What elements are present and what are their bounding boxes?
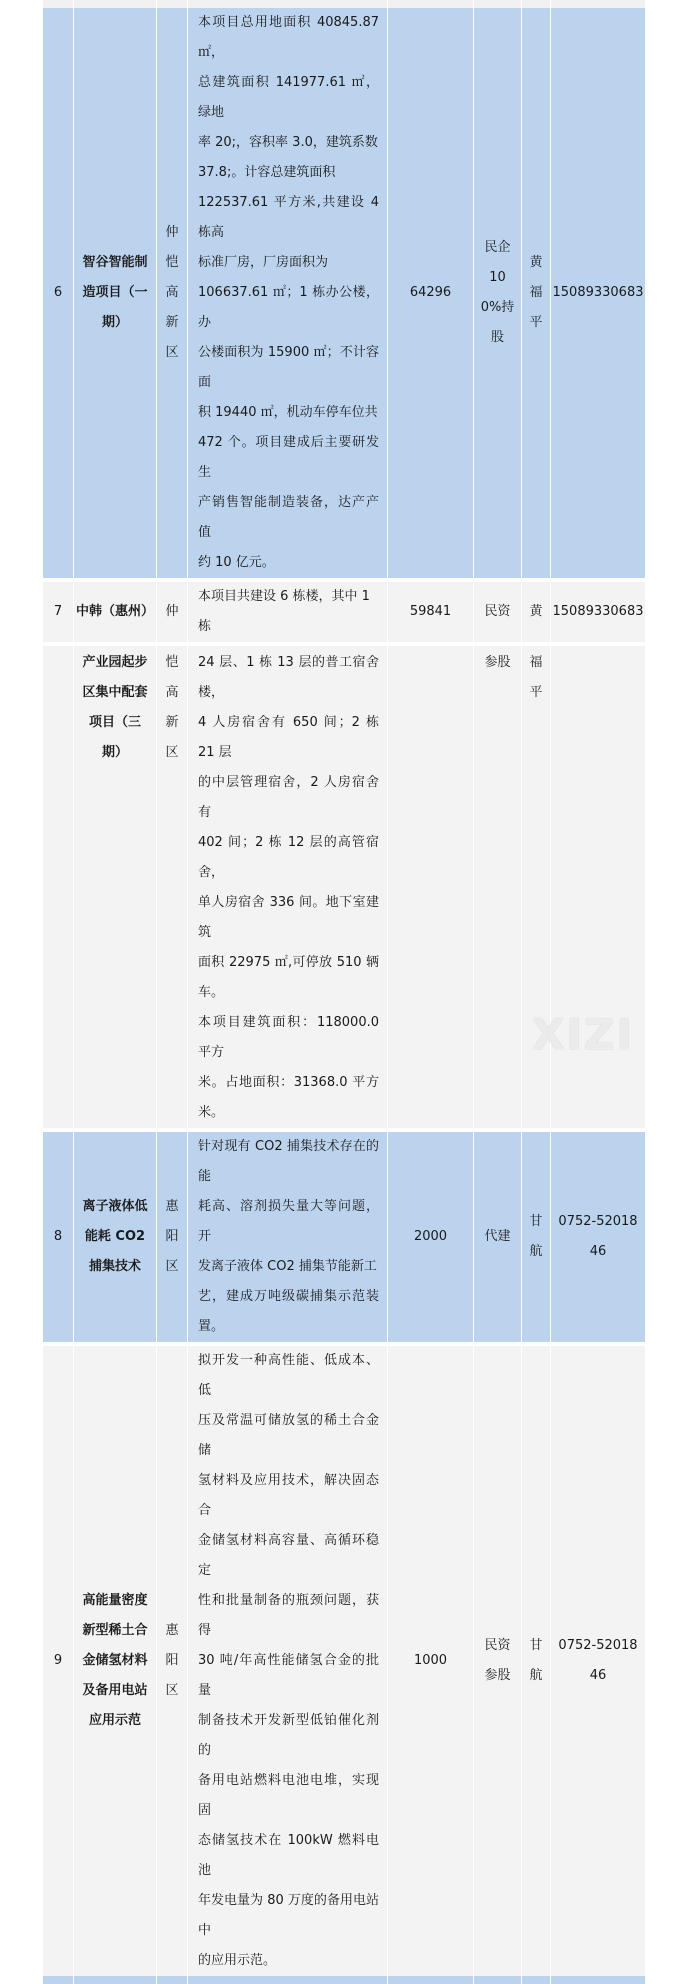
desc-line: 约 10 亿元。 xyxy=(198,555,275,570)
contact-person: 甘航 xyxy=(522,1132,551,1342)
desc-line: 制备技术开发新型低铂催化剂的 xyxy=(198,1713,379,1758)
phone-number: 15089330683 xyxy=(551,8,646,578)
phone-number: 0752-5201846 xyxy=(551,1346,646,1976)
desc-line: 402 间；2 栋 12 层的高管宿舍， xyxy=(198,835,379,880)
phone-number: 0752-5201846 xyxy=(551,1132,646,1342)
desc-line: 针对现有 CO2 捕集技术存在的能 xyxy=(198,1139,379,1184)
ownership-nature xyxy=(474,8,522,578)
table-row xyxy=(43,1346,646,1976)
desc-line: 耗高、溶剂损失量大等问题，开 xyxy=(198,1199,379,1244)
desc-line: 年发电量为 80 万度的备用电站中 xyxy=(198,1893,379,1938)
description-lines xyxy=(188,1132,387,1342)
contact-continued: 福平 xyxy=(522,646,551,1128)
ownership-text: 民企100%持股 xyxy=(480,240,515,345)
desc-line: 单人房宿舍 336 间。地下室建筑 xyxy=(198,895,379,940)
description-head: 本项目共建设 6 栋楼，其中 1 栋 xyxy=(188,582,388,642)
row-number: 7 xyxy=(43,582,74,642)
table-top-strip xyxy=(43,0,646,8)
desc-line: 米。占地面积：31368.0 平方米。 xyxy=(198,1075,379,1120)
desc-line: 压及常温可储放氢的稀土合金储 xyxy=(198,1413,379,1458)
ownership-continued: 参股 xyxy=(474,646,522,1128)
desc-line: 的中层管理宿舍，2 人房宿舍有 xyxy=(198,775,379,820)
row-number: 8 xyxy=(43,1132,74,1342)
project-name xyxy=(74,8,157,578)
project-description xyxy=(188,646,388,1128)
description-lines xyxy=(188,8,387,578)
desc-line: 积 19440 ㎡，机动车停车位共 xyxy=(198,405,378,420)
investment-amount: 64296 xyxy=(388,8,474,578)
phone-number: 15089330683 xyxy=(551,582,646,642)
desc-line: 总建筑面积 141977.61 ㎡，绿地 xyxy=(198,75,379,120)
table-row xyxy=(43,8,646,578)
desc-line: 本项目总用地面积 40845.87 ㎡， xyxy=(198,15,379,60)
desc-line: 发离子液体 CO2 捕集节能新工 xyxy=(198,1259,377,1274)
desc-line: 性和批量制备的瓶颈问题，获得 xyxy=(198,1593,379,1638)
desc-line: 106637.61 ㎡；1 栋办公楼，办 xyxy=(198,285,379,330)
district: 惠阳区 xyxy=(157,1346,188,1976)
desc-line: 备用电站燃料电池电堆，实现固 xyxy=(198,1773,379,1818)
district xyxy=(157,8,188,578)
desc-line: 艺，建成万吨级碳捕集示范装置。 xyxy=(198,1289,379,1334)
ownership-nature: 民资参股 xyxy=(474,1346,522,1976)
desc-line: 的应用示范。 xyxy=(198,1953,277,1968)
desc-line: 拟开发一种高性能、低成本、低 xyxy=(198,1353,379,1398)
ownership-head: 民资 xyxy=(474,582,522,642)
desc-line: 122537.61 平方米,共建设 4 栋高 xyxy=(198,195,379,240)
contact-person: 甘航 xyxy=(522,1346,551,1976)
table-row xyxy=(43,1132,646,1342)
project-name: 高能量密度新型稀土合金储氢材料及备用电站应用示范 xyxy=(74,1346,157,1976)
row-number: 6 xyxy=(43,8,74,578)
contact-person xyxy=(522,8,551,578)
table-row xyxy=(43,582,646,642)
row-number: 9 xyxy=(43,1346,74,1976)
ownership-nature: 代建 xyxy=(474,1132,522,1342)
desc-line: 30 吨/年高性能储氢合金的批量 xyxy=(198,1653,379,1698)
desc-line: 标准厂房，厂房面积为 xyxy=(198,255,329,270)
desc-line: 态储氢技术在 100kW 燃料电池 xyxy=(198,1833,379,1878)
project-description xyxy=(188,1132,388,1342)
investment-amount: 59841 xyxy=(388,582,474,642)
investment-amount: 2000 xyxy=(388,1132,474,1342)
description-lines xyxy=(188,1346,387,1976)
project-name-head: 中韩（惠州） xyxy=(74,582,157,642)
desc-line: 氢材料及应用技术，解决固态合 xyxy=(198,1473,379,1518)
desc-line: 24 层、1 栋 13 层的普工宿舍楼， xyxy=(198,655,379,700)
project-description xyxy=(188,8,388,578)
table-bottom-strip xyxy=(43,1976,646,1984)
district-head: 仲 xyxy=(157,582,188,642)
desc-line: 4 人房宿舍有 650 间；2 栋 21 层 xyxy=(198,715,379,760)
description-lines xyxy=(188,648,387,1128)
desc-line: 面积 22975 ㎡,可停放 510 辆车。 xyxy=(198,955,379,1000)
project-name: 离子液体低能耗 CO2 捕集技术 xyxy=(74,1132,157,1342)
contact-text: 黄福平 xyxy=(529,255,543,330)
desc-line: 公楼面积为 15900 ㎡；不计容面 xyxy=(198,345,379,390)
project-name-text: 智谷智能制造项目（一期） xyxy=(82,255,148,330)
desc-line: 金储氢材料高容量、高循环稳定 xyxy=(198,1533,379,1578)
desc-line: 产销售智能制造装备，达产产值 xyxy=(198,495,379,540)
district: 惠阳区 xyxy=(157,1132,188,1342)
desc-line: 37.8;。计容总建筑面积 xyxy=(198,165,336,180)
xizi-watermark: XIZI xyxy=(532,1010,635,1059)
district-text: 仲恺高新区 xyxy=(165,225,179,360)
investment-amount: 1000 xyxy=(388,1346,474,1976)
desc-line: 472 个。项目建成后主要研发生 xyxy=(198,435,379,480)
desc-line: 率 20;，容积率 3.0，建筑系数 xyxy=(198,135,378,150)
contact-head: 黄 xyxy=(522,582,551,642)
desc-line: 本项目建筑面积：118000.0 平方 xyxy=(198,1015,379,1060)
project-description xyxy=(188,1346,388,1976)
district-continued: 恺高新区 xyxy=(157,646,188,1128)
project-name-continued: 产业园起步区集中配套项目（三期） xyxy=(74,646,157,1128)
project-table xyxy=(42,0,646,1984)
